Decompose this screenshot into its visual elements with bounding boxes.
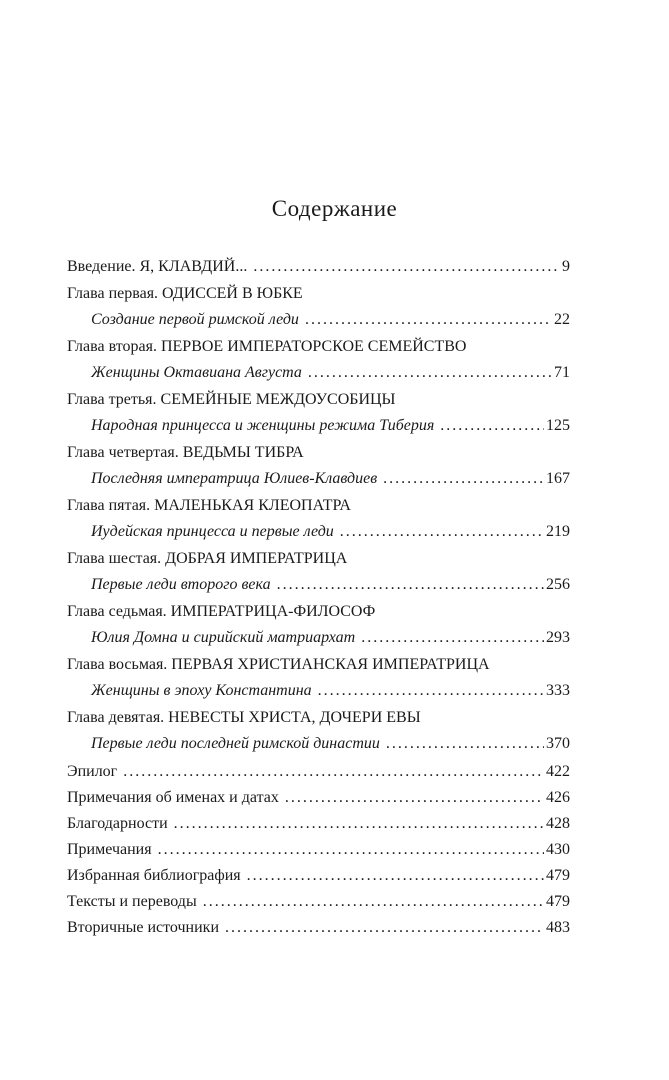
toc-entry-subtitle[interactable]: Первые леди второго века . . . 256 [67,572,570,598]
toc-entry-acknowledgements[interactable]: Благодарности . . . 428 [67,811,570,837]
dot-leader [361,625,544,651]
toc-page-number: 430 [546,841,570,858]
dot-leader [440,413,544,439]
toc-page-number: 333 [546,682,570,699]
dot-leader [174,811,544,837]
toc-entry-intro[interactable] [67,254,570,280]
toc-entry-subtitle[interactable]: Женщины в эпоху Константина . . . 333 [67,678,570,704]
toc-page-number: 71 [554,364,570,381]
toc-page-number: 426 [546,789,570,806]
toc-entry-epilogue[interactable]: Эпилог . . . 422 [67,759,570,785]
toc-chapter-heading[interactable]: Глава пятая. МАЛЕНЬКАЯ КЛЕОПАТРА [67,497,351,514]
toc-entry-secondary-sources[interactable]: Вторичные источники . . . 483 [67,915,570,941]
toc-page-number: 422 [546,763,570,780]
toc-page-number: 479 [546,893,570,910]
toc-entry-bibliography[interactable]: Избранная библиография . . . 479 [67,863,570,889]
toc-chapter-heading[interactable]: Глава седьмая. ИМПЕРАТРИЦА-ФИЛОСОФ [67,603,376,620]
dot-leader [318,678,544,704]
dot-leader [285,785,544,811]
dot-leader [247,863,544,889]
dot-leader [277,572,544,598]
toc-entry-subtitle[interactable]: Первые леди последней римской династии . . . 370 [67,731,570,757]
toc-entry-subtitle[interactable]: Создание первой римской леди . . . 22 [67,307,570,333]
toc-entry-label: Введение. Я, КЛАВДИЙ... [67,258,248,275]
toc-entry-notes[interactable]: Примечания . . . 430 [67,837,570,863]
toc-page-number: 483 [546,919,570,936]
dot-leader [308,360,552,386]
toc-chapter-heading[interactable]: Глава четвертая. ВЕДЬМЫ ТИБРА [67,444,304,461]
toc-chapter-heading[interactable]: Глава восьмая. ПЕРВАЯ ХРИСТИАНСКАЯ ИМПЕРАТРИЦА [67,656,490,673]
dot-leader [123,759,544,785]
toc-page-number: 428 [546,815,570,832]
toc-entry-subtitle[interactable]: Иудейская принцесса и первые леди . . . 219 [67,519,570,545]
dot-leader [225,915,544,941]
toc-page-number: 256 [546,576,570,593]
toc-entry-subtitle[interactable]: Юлия Домна и сирийский матриархат . . . 293 [67,625,570,651]
toc-list [67,254,570,941]
toc-chapter-heading[interactable]: Глава шестая. ДОБРАЯ ИМПЕРАТРИЦА [67,550,348,567]
toc-page-number: 293 [546,629,570,646]
dot-leader [305,307,552,333]
toc-page-number: 370 [546,735,570,752]
dot-leader [386,731,544,757]
toc-page-number: 22 [554,311,570,328]
toc-chapter-heading[interactable]: Глава третья. СЕМЕЙНЫЕ МЕЖДОУСОБИЦЫ [67,391,396,408]
toc-chapter-heading[interactable]: Глава первая. ОДИССЕЙ В ЮБКЕ [67,285,303,302]
toc-chapter-heading[interactable]: Глава вторая. ПЕРВОЕ ИМПЕРАТОРСКОЕ СЕМЕЙСТВО [67,338,467,355]
toc-entry-subtitle[interactable]: Народная принцесса и женщины режима Тиберия . . . 125 [67,413,570,439]
dot-leader [340,519,544,545]
toc-entry-subtitle[interactable]: Последняя императрица Юлиев-Клавдиев . . . 167 [67,466,570,492]
toc-page-number: 9 [562,258,570,275]
toc-entry-texts-translations[interactable]: Тексты и переводы . . . 479 [67,889,570,915]
toc-title: Содержание [271,196,398,221]
toc-chapter-heading[interactable]: Глава девятая. НЕВЕСТЫ ХРИСТА, ДОЧЕРИ ЕВЫ [67,709,421,726]
toc-page-number: 219 [546,523,570,540]
toc-page-number: 125 [546,417,570,434]
toc-entry-names-dates[interactable]: Примечания об именах и датах . . . 426 [67,785,570,811]
dot-leader [203,889,544,915]
toc-page-number: 167 [546,470,570,487]
toc-entry-subtitle[interactable]: Женщины Октавиана Августа . . . 71 [67,360,570,386]
dot-leader [253,254,560,280]
dot-leader [158,837,544,863]
dot-leader [383,466,544,492]
toc-page-number: 479 [546,867,570,884]
